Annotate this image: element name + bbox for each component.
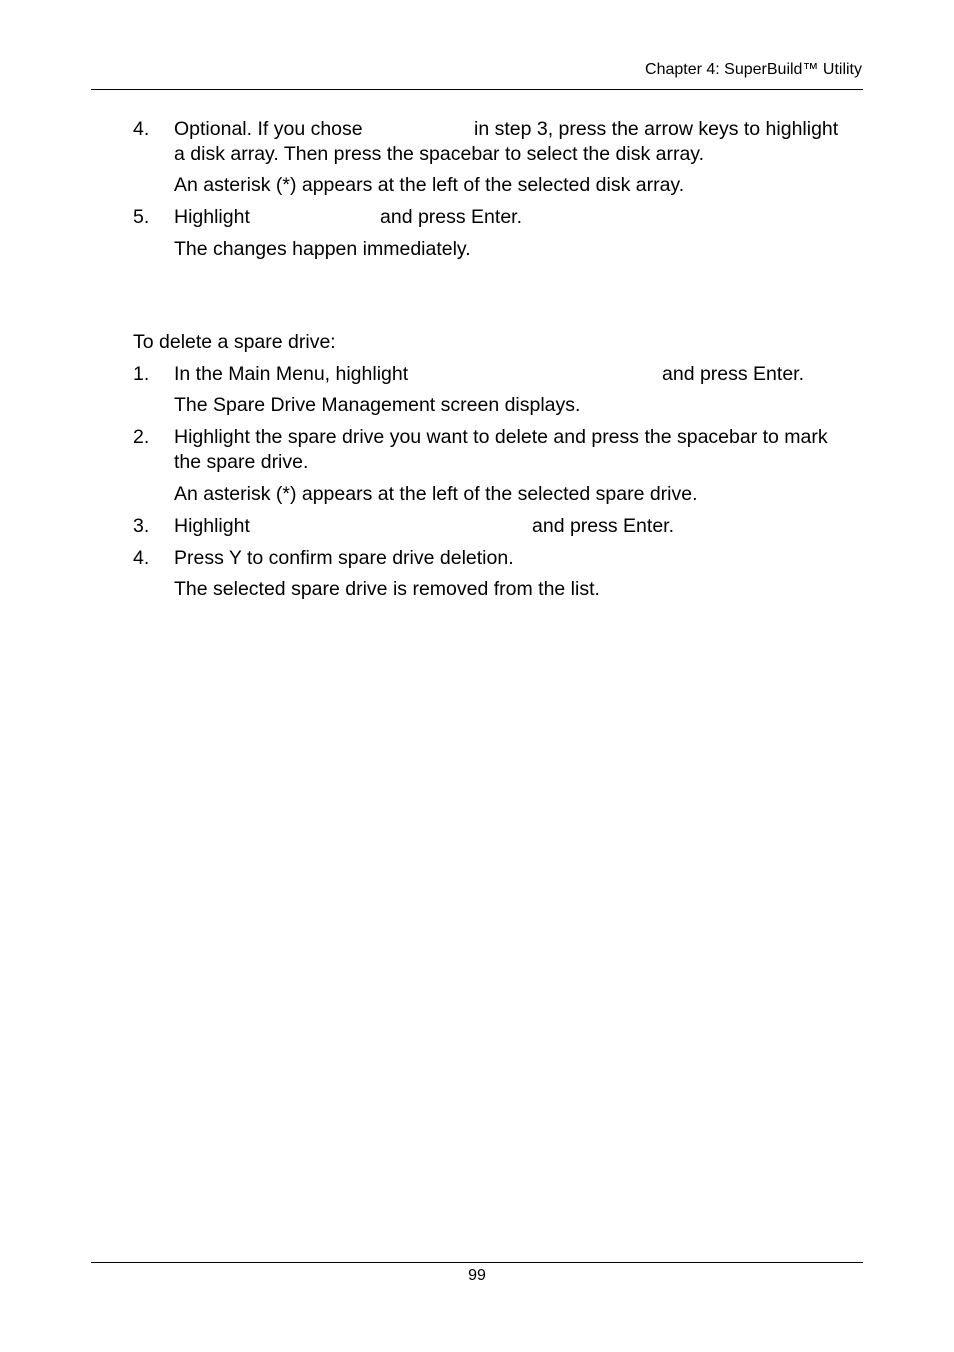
step-text: In the Main Menu, highlight xyxy=(174,363,409,385)
step-note: The changes happen immediately. xyxy=(174,238,471,260)
header-rule xyxy=(91,89,863,90)
step-text: Optional. If you chose xyxy=(174,118,363,140)
step-text: a disk array. Then press the spacebar to select the disk array. xyxy=(174,143,705,165)
step-text: and press Enter. xyxy=(532,515,675,537)
step-note: The selected spare drive is removed from the list. xyxy=(174,578,600,600)
step-note: An asterisk (*) appears at the left of the selected disk array. xyxy=(174,174,685,196)
step-number: 2. xyxy=(133,426,150,448)
step-number: 5. xyxy=(133,206,150,228)
step-text: the spare drive. xyxy=(174,451,309,473)
step-text: in step 3, press the arrow keys to highlight xyxy=(474,118,839,140)
chapter-title: Chapter 4: SuperBuild™ Utility xyxy=(645,61,862,78)
step-note: An asterisk (*) appears at the left of the selected spare drive. xyxy=(174,483,698,505)
step-text: Highlight xyxy=(174,206,250,228)
step-text: Press Y to confirm spare drive deletion. xyxy=(174,547,514,569)
step-text: and press Enter. xyxy=(380,206,523,228)
step-number: 1. xyxy=(133,363,150,385)
section-intro: To delete a spare drive: xyxy=(133,331,336,353)
page-number: 99 xyxy=(468,1267,486,1284)
step-number: 4. xyxy=(133,547,150,569)
step-text: Highlight the spare drive you want to delete and press the spacebar to mark xyxy=(174,426,828,448)
step-text: Highlight xyxy=(174,515,250,537)
step-note: The Spare Drive Management screen displays. xyxy=(174,394,581,416)
step-number: 4. xyxy=(133,118,150,140)
step-number: 3. xyxy=(133,515,150,537)
footer-rule xyxy=(91,1262,863,1263)
step-text: and press Enter. xyxy=(662,363,805,385)
